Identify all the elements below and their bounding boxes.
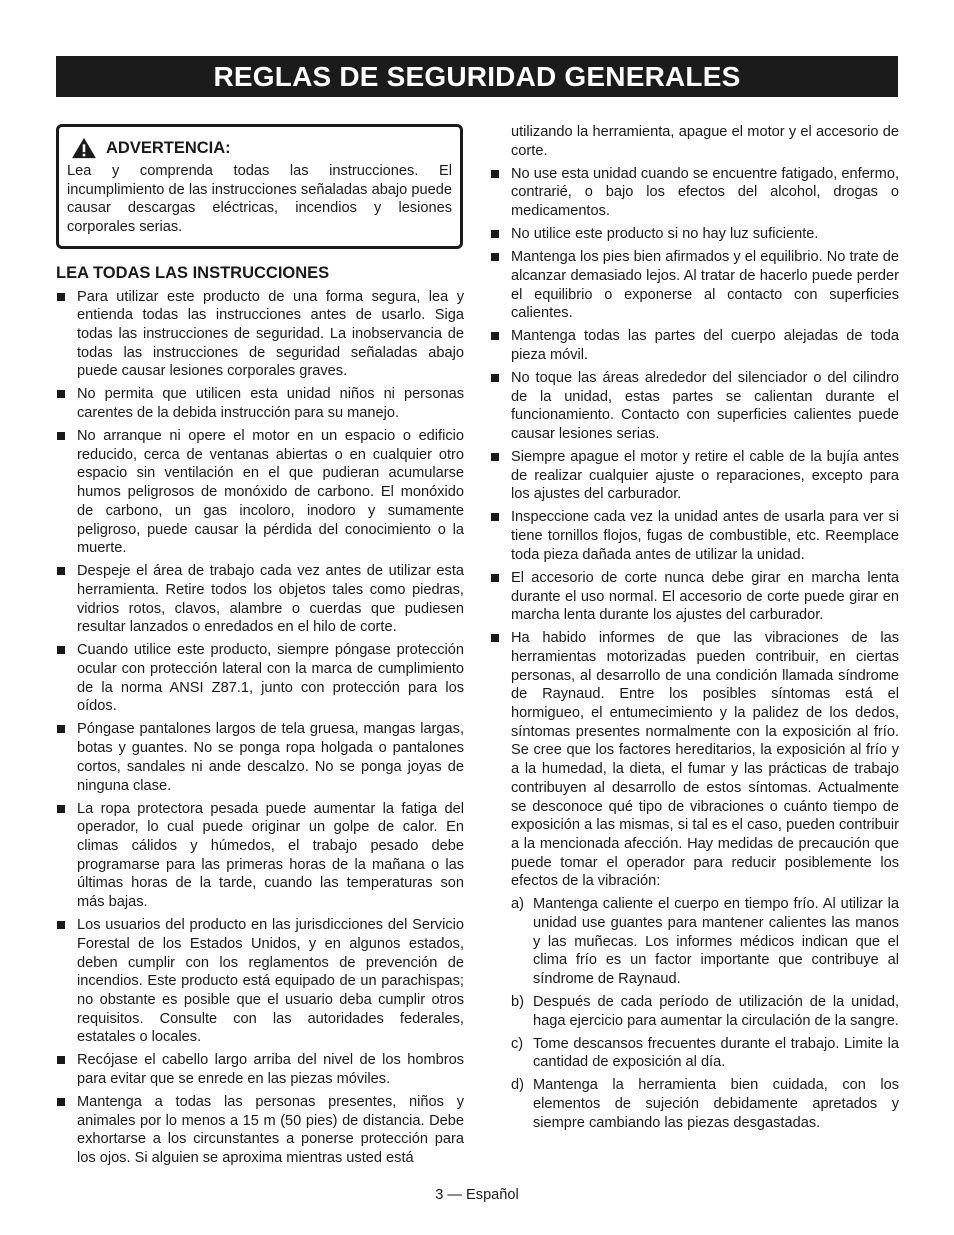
list-item-text: Siempre apague el motor y retire el cable de la bujía antes de realizar cualquier ajuste o reparaciones, excepto para los ajustes del carburador. — [511, 449, 899, 503]
sub-item-text: Mantenga caliente el cuerpo en tiempo frío. Al utilizar la unidad use guantes para mantener calientes las manos y las muñecas. Los informes médicos indican que el clima frío es un factor importante que contribuye al síndrome de Raynaud. — [533, 896, 899, 987]
list-item-text: No arranque ni opere el motor en un espacio o edificio reducido, cerca de ventanas abiertas o en cualquier otro espacio sin ventilación en el que pudieran acumularse humos peligrosos de monóxido de carbono. El monóxido de carbono, un gas incoloro, inodoro y sumamente peligroso, puede causar la pérdida del conocimiento o la muerte. — [77, 428, 464, 557]
left-bullet-list — [56, 288, 464, 1168]
warning-text: Lea y comprenda todas las instrucciones. El incumplimiento de las instrucciones señaladas abajo puede causar descargas eléctricas, incendios y lesiones corporales serias. — [67, 163, 452, 236]
sub-item-text: Tome descansos frecuentes durante el trabajo. Limite la cantidad de exposición al día. — [533, 1035, 899, 1071]
sub-item-text: Después de cada período de utilización de la unidad, haga ejercicio para aumentar la circulación de la sangre. — [533, 993, 899, 1029]
bullet-square-icon — [57, 646, 65, 654]
bullet-square-icon — [57, 805, 65, 813]
list-item — [490, 508, 899, 564]
right-bullet-list — [490, 165, 899, 1133]
bullet-square-icon — [57, 725, 65, 733]
sub-item-letter: a) — [511, 896, 524, 913]
bullet-square-icon — [57, 921, 65, 929]
list-item — [490, 225, 899, 244]
list-item — [56, 427, 464, 558]
list-item-text: El accesorio de corte nunca debe girar en marcha lenta durante el uso normal. El accesorio de corte puede girar en marcha lenta durante los ajustes del carburador. — [511, 569, 899, 624]
sub-item-letter: b) — [511, 993, 524, 1010]
sub-item-letter: c) — [511, 1035, 524, 1052]
bullet-square-icon — [491, 374, 499, 382]
list-item — [56, 800, 464, 912]
sub-list-item — [511, 1035, 899, 1072]
list-item-text: Para utilizar este producto de una forma segura, lea y entienda todas las instrucciones antes de usarlo. Siga todas las instrucciones de seguridad. La inobservancia de todas las instrucciones de seguridad señaladas abajo puede causar lesiones corporales graves. — [77, 288, 464, 380]
warning-triangle-icon — [70, 137, 98, 159]
bullet-square-icon — [57, 293, 65, 301]
list-item-text: Inspeccione cada vez la unidad antes de usarla para ver si tiene tornillos flojos, fugas de combustible, etc. Reemplace toda pieza dañada antes de utilizar la unidad. — [511, 509, 899, 563]
list-item — [56, 385, 464, 422]
list-item-text: Recójase el cabello largo arriba del nivel de los hombros para evitar que se enrede en las piezas móviles. — [77, 1052, 464, 1088]
bullet-square-icon — [491, 230, 499, 238]
warning-title: ADVERTENCIA: — [106, 138, 231, 157]
bullet-square-icon — [491, 332, 499, 340]
list-item-text: Mantenga todas las partes del cuerpo alejadas de toda pieza móvil. — [511, 328, 899, 363]
bullet-square-icon — [491, 513, 499, 521]
list-item-text: Los usuarios del producto en las jurisdicciones del Servicio Forestal de los Estados Unidos, y en algunos estados, deben cumplir con los reglamentos de prevención de incendios. Este producto está equipado de un parachispas; no obstante es posible que el usuario deba cumplir otros requisitos. Consulte con las autoridades federales, estatales o locales. — [77, 917, 464, 1046]
list-item-text: Póngase pantalones largos de tela gruesa, mangas largas, botas y guantes. No se ponga ropa holgada o pantalones cortos, sandales ni ande descalzo. No se ponga joyas de ninguna clase. — [77, 721, 464, 794]
list-item-text: Mantenga los pies bien afirmados y el equilibrio. No trate de alcanzar demasiado lejos. Al tratar de hacerlo puede perder el equilibrio o exponerse al contacto con superficies calientes. — [511, 249, 899, 322]
list-item-text: La ropa protectora pesada puede aumentar la fatiga del operador, lo cual puede originar un golpe de calor. En climas cálidos y húmedos, el trabajo pesado debe programarse para las primeras horas de la mañana o las últimas horas de la tarde, cuando las temperaturas son más bajas. — [77, 800, 464, 911]
list-item-text: Despeje el área de trabajo cada vez antes de utilizar esta herramienta. Retire todos los objetos tales como piedras, vidrios rotos, clavos, alambre o cuerdas que pudiesen resultar lanzados o enredados en el hilo de corte. — [77, 563, 464, 636]
left-column — [56, 124, 464, 1172]
bullet-square-icon — [57, 432, 65, 440]
bullet-square-icon — [491, 253, 499, 261]
list-item — [490, 569, 899, 625]
list-item — [490, 248, 899, 323]
sub-list-item — [511, 895, 899, 989]
bullet-square-icon — [57, 1098, 65, 1106]
sub-list-item — [511, 1076, 899, 1132]
sub-item-letter: d) — [511, 1077, 524, 1094]
list-item — [56, 562, 464, 637]
sub-item-text: Mantenga la herramienta bien cuidada, con los elementos de sujeción debidamente apretados y siempre cambiando las piezas desgastadas. — [533, 1077, 899, 1131]
list-item-text: Ha habido informes de que las vibraciones de las herramientas motorizadas pueden contribuir, en ciertas personas, al desarrollo de una condición llamada síndrome de Raynaud. Entre los posibles síntomas está el hormigueo, el entumecimiento y la palidez de los dedos, síntomas presentes normalmente con la exposición al frío. Se cree que los factores hereditarios, la exposición al frío y a la humedad, la dieta, el fumar y las prácticas de trabajo contribuyen al desarrollo de estos síntomas. Actualmente se desconoce qué tipo de vibraciones o cuánto tiempo de exposición a las mismas, si tal es el caso, pueden contribuir a la mencionada afección. Hay medidas de precaución que puede tomar el operador para reducir posiblemente los efectos de la vibración: — [511, 630, 899, 890]
right-column — [490, 123, 899, 1137]
section-heading: LEA TODAS LAS INSTRUCCIONES — [56, 263, 330, 282]
list-item — [490, 629, 899, 1132]
list-item-text: No use esta unidad cuando se encuentre fatigado, enfermo, contrarié, o bajo los efectos del alcohol, drogas o medicamentos. — [511, 165, 899, 220]
bullet-square-icon — [491, 574, 499, 582]
list-item — [490, 327, 899, 364]
page-footer: 3 — Español — [435, 1187, 519, 1203]
warning-header — [70, 137, 452, 159]
bullet-square-icon — [491, 170, 499, 178]
continued-text: utilizando la herramienta, apague el motor y el accesorio de corte. — [511, 124, 899, 159]
list-item — [490, 369, 899, 444]
list-item — [56, 720, 464, 795]
list-item-text: No toque las áreas alrededor del silenciador o del cilindro de la unidad, estas partes se calientan durante el funcionamiento. Contacto con superficies calientes puede causar lesiones serias. — [511, 369, 899, 443]
list-item — [56, 288, 464, 382]
bullet-square-icon — [57, 1056, 65, 1064]
bullet-square-icon — [57, 567, 65, 575]
sub-list — [511, 895, 899, 1132]
bullet-square-icon — [491, 453, 499, 461]
list-item-text: No permita que utilicen esta unidad niños ni personas carentes de la debida instrucción para su manejo. — [77, 386, 464, 422]
list-item-text: Cuando utilice este producto, siempre póngase protección ocular con protección lateral con la marca de cumplimiento de la norma ANSI Z87.1, junto con protección para los oídos. — [77, 642, 464, 715]
list-item-text: Mantenga a todas las personas presentes, niños y animales por lo menos a 15 m (50 pies) de distancia. Debe exhortarse a los circunstantes a ponerse protección para los ojos. Si alguien se aproxima mientras usted está — [77, 1094, 464, 1167]
page-title: REGLAS DE SEGURIDAD GENERALES — [56, 56, 898, 97]
list-item — [490, 448, 899, 504]
list-item — [56, 1051, 464, 1088]
bullet-square-icon — [57, 390, 65, 398]
list-item — [56, 916, 464, 1047]
list-item — [56, 641, 464, 716]
list-item — [56, 1093, 464, 1168]
list-item-text: No utilice este producto si no hay luz suficiente. — [511, 226, 819, 243]
list-item — [490, 165, 899, 221]
warning-box — [56, 124, 463, 249]
bullet-square-icon — [491, 634, 499, 642]
sub-list-item — [511, 993, 899, 1030]
